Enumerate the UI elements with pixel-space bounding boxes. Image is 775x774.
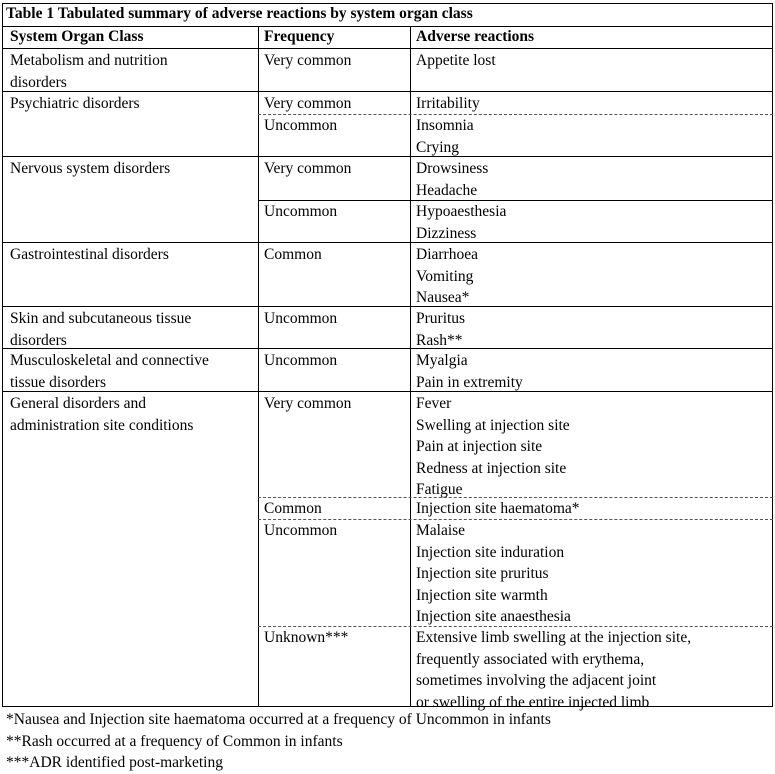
adverse-reaction-line: Insomnia — [416, 117, 474, 134]
system-organ-class — [10, 50, 168, 93]
row-divider — [2, 156, 773, 157]
adverse-reaction-line: Dizziness — [416, 224, 477, 242]
frequency-cell: Very common — [264, 52, 352, 69]
table-caption: Table 1 Tabulated summary of adverse reactions by system organ class — [6, 5, 473, 22]
system-organ-class-line: disorders — [10, 73, 67, 91]
adverse-reaction — [416, 350, 523, 393]
row-divider — [2, 48, 773, 49]
frequency-cell: Common — [264, 500, 322, 517]
adverse-reaction — [416, 115, 474, 158]
adverse-reaction-line: or swelling of the entire injected limb — [416, 693, 650, 711]
system-organ-class-line: disorders — [10, 331, 67, 349]
frequency-cell: Uncommon — [264, 352, 338, 369]
row-divider — [258, 200, 773, 201]
adverse-reaction-line: Pruritus — [416, 310, 466, 327]
frequency-cell: Uncommon — [264, 310, 338, 327]
system-organ-class — [10, 158, 170, 180]
system-organ-class-line: General disorders and — [10, 395, 147, 412]
adverse-reaction-line: Pain at injection site — [416, 438, 543, 455]
system-organ-class — [10, 393, 193, 436]
column-divider — [410, 26, 411, 707]
adverse-reaction-line: Drowsiness — [416, 160, 489, 177]
adverse-reaction — [416, 158, 488, 201]
adverse-reaction-line: Hypoaesthesia — [416, 203, 507, 220]
footnotes — [6, 709, 551, 774]
adverse-reaction-line: Nausea* — [416, 289, 470, 306]
system-organ-class-line: administration site conditions — [10, 416, 194, 434]
frequency-cell: Very common — [264, 95, 352, 112]
adverse-reaction — [416, 201, 506, 244]
system-organ-class-line: Psychiatric disorders — [10, 95, 140, 112]
adverse-reaction — [416, 393, 570, 501]
adverse-reaction-line: Vomiting — [416, 267, 474, 285]
frequency-cell: Uncommon — [264, 117, 338, 134]
adverse-reaction-line: Pain in extremity — [416, 373, 523, 391]
system-organ-class — [10, 244, 169, 266]
system-organ-class-line: Skin and subcutaneous tissue — [10, 310, 192, 327]
adverse-reaction-line: Swelling at injection site — [416, 416, 570, 434]
system-organ-class-line: Gastrointestinal disorders — [10, 246, 169, 263]
adverse-reaction — [416, 93, 480, 115]
row-divider-dashed — [258, 497, 773, 498]
row-divider-dashed — [258, 114, 773, 115]
row-divider-dashed — [258, 626, 773, 627]
adverse-reaction-line: Fever — [416, 395, 452, 412]
adverse-reaction-line: Rash** — [416, 331, 463, 349]
frequency-cell: Very common — [264, 395, 352, 412]
footnote: **Rash occurred at a frequency of Common in infants — [6, 732, 343, 750]
row-divider — [2, 348, 773, 349]
system-organ-class — [10, 93, 140, 115]
frequency-cell: Uncommon — [264, 203, 338, 220]
adverse-reaction-line: Myalgia — [416, 352, 468, 369]
adverse-reaction-line: Appetite lost — [416, 52, 496, 69]
adverse-reaction — [416, 244, 478, 309]
footnote: *Nausea and Injection site haematoma occurred at a frequency of Uncommon in infants — [6, 711, 551, 728]
adverse-reaction-line: Headache — [416, 181, 478, 199]
column-header: Frequency — [264, 28, 335, 45]
adverse-reaction-line: Extensive limb swelling at the injection site, — [416, 629, 692, 646]
system-organ-class-line: tissue disorders — [10, 373, 107, 391]
column-header: System Organ Class — [10, 28, 144, 45]
row-divider — [2, 391, 773, 392]
adverse-reaction-line: Injection site anaesthesia — [416, 608, 571, 625]
adverse-reaction-line: Fatigue — [416, 481, 463, 498]
adverse-reaction — [416, 50, 496, 72]
adverse-reaction-line: sometimes involving the adjacent joint — [416, 672, 657, 689]
adverse-reaction-line: Malaise — [416, 522, 466, 539]
system-organ-class — [10, 308, 191, 351]
adverse-reaction-line: Injection site induration — [416, 543, 565, 561]
row-divider — [2, 306, 773, 307]
adverse-reaction — [416, 498, 580, 520]
row-divider — [2, 242, 773, 243]
adverse-reaction-line: Injection site pruritus — [416, 565, 549, 582]
row-divider-dashed — [258, 519, 773, 520]
frequency-cell: Uncommon — [264, 522, 338, 539]
adverse-reaction-line: Diarrhoea — [416, 246, 478, 263]
adverse-reaction-line: Crying — [416, 138, 460, 156]
row-divider — [2, 91, 773, 92]
column-header: Adverse reactions — [416, 28, 535, 45]
adverse-reaction-line: Redness at injection site — [416, 459, 567, 477]
adverse-reaction — [416, 627, 691, 713]
frequency-cell: Unknown*** — [264, 629, 349, 646]
system-organ-class-line: Nervous system disorders — [10, 160, 171, 177]
footnote: ***ADR identified post-marketing — [6, 754, 223, 771]
system-organ-class — [10, 350, 209, 393]
adverse-reaction-line: Injection site warmth — [416, 586, 548, 604]
adverse-reaction-line: Injection site haematoma* — [416, 500, 580, 517]
frequency-cell: Very common — [264, 160, 352, 177]
system-organ-class-line: Musculoskeletal and connective — [10, 352, 209, 369]
system-organ-class-line: Metabolism and nutrition — [10, 52, 168, 69]
column-divider — [258, 26, 259, 707]
adverse-reaction-line: Irritability — [416, 95, 480, 112]
adverse-reaction-line: frequently associated with erythema, — [416, 650, 645, 668]
adverse-reaction — [416, 308, 465, 351]
adverse-reaction — [416, 520, 571, 628]
frequency-cell: Common — [264, 246, 322, 263]
